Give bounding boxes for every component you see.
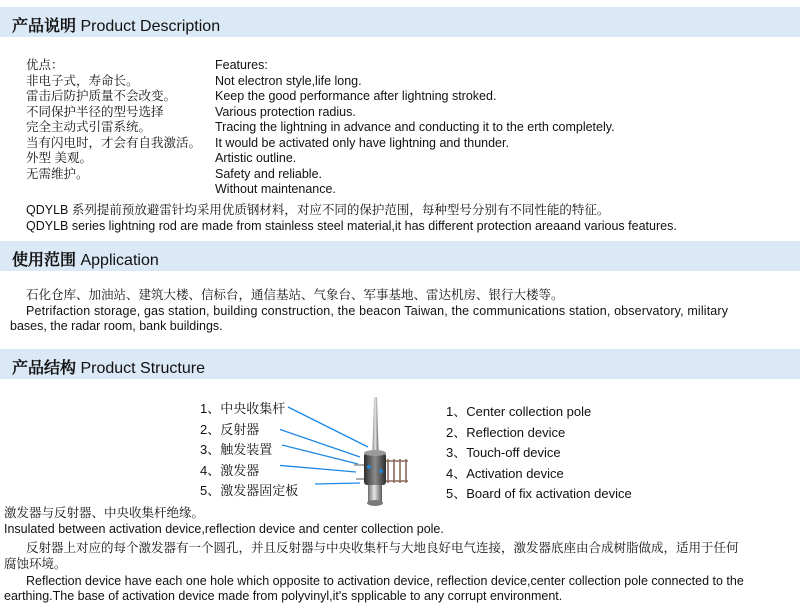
part-en: 2、Reflection device [446, 424, 566, 440]
reflection-device [364, 453, 386, 485]
section-title-en: Product Structure [80, 360, 205, 377]
feature-en: Not electron style,life long. [215, 73, 362, 88]
reflection-cn-line2: 腐蚀环境。 [4, 557, 67, 571]
feature-en: Keep the good performance after lightning stroked. [215, 89, 497, 103]
part-en: 3、Touch-off device [446, 445, 561, 460]
feature-cn: 优点： [26, 58, 64, 72]
features-cn-list [26, 58, 201, 182]
pointer-line-4 [280, 465, 356, 472]
feature-en: Various protection radius. [215, 104, 356, 119]
feature-cn: 雷击后防护质量不会改变。 [26, 89, 177, 103]
feature-cn: 不同保护半径的型号选择 [26, 104, 164, 119]
part-cn: 2、反射器 [200, 421, 260, 437]
reflection-cn-line1: 反射器上对应的每个激发器有一个圆孔，并且反射器与中央收集杆与大地良好电气连接，激发器底座由合成树脂做成，适用于任何 [26, 541, 739, 555]
feature-en: Without maintenance. [215, 182, 336, 196]
application-en-line1: Petrifaction storage, gas station, building construction, the beacon Taiwan, the communications station, observatory, military [26, 304, 729, 318]
section-title-en: Product Description [80, 18, 221, 35]
application-en-line2: bases, the radar room, bank buildings. [10, 319, 223, 333]
feature-en: Features: [215, 58, 268, 72]
feature-cn: 非电子式，寿命长。 [26, 73, 139, 88]
part-en: 1、Center collection pole [446, 404, 592, 419]
feature-cn: 当有闪电时，才会有自我激活。 [26, 135, 202, 150]
pointer-line-3 [282, 445, 358, 464]
feature-en: Tracing the lightning in advance and conducting it to the erth completely. [215, 120, 615, 134]
section-header-application [0, 241, 800, 271]
insulation-cn: 激发器与反射器、中央收集杆绝缘。 [4, 506, 205, 520]
application-cn: 石化仓库、加油站、建筑大楼、信标台，通信基站、气象台、军事基地、雷达机房、银行大楼等。 [26, 288, 564, 302]
feature-en: Safety and reliable. [215, 166, 323, 181]
feature-cn: 外型 美观。 [26, 151, 92, 165]
feature-en: Artistic outline. [215, 151, 297, 165]
reflection-en-line1: Reflection device have each one hole which opposite to activation device, reflection device,center collection pole connected to the [26, 574, 744, 588]
feature-en: It would be activated only have lightning and thunder. [215, 135, 509, 150]
features-en-list [215, 58, 615, 198]
section-title-cn: 产品结构 [12, 360, 77, 377]
part-cn: 1、中央收集杆 [200, 401, 286, 416]
feature-cn: 无需维护。 [26, 166, 89, 181]
pointer-line-2 [280, 426, 360, 457]
section-header-structure [0, 349, 800, 379]
section-title-cn: 产品说明 [12, 18, 77, 35]
pointer-line-5 [315, 483, 360, 484]
insulation-en: Insulated between activation device,reflection device and center collection pole. [4, 522, 444, 536]
pointer-line-1 [288, 407, 368, 447]
description-en: QDYLB series lightning rod are made from stainless steel material,it has different protection areaand various features. [26, 219, 677, 233]
reflection-en-line2: earthing.The base of activation device made from polyvinyl,it's spplicable to any corrupt environment. [4, 589, 563, 603]
part-cn: 5、激发器固定板 [200, 483, 299, 498]
feature-cn: 完全主动式引雷系统。 [26, 120, 152, 134]
section-title-cn: 使用范围 [12, 252, 77, 269]
description-cn: QDYLB 系列提前预放避雷针均采用优质钢材料，对应不同的保护范围，每种型号分别有不同性能的特征。 [26, 203, 610, 217]
parts-en-list [446, 404, 632, 507]
part-cn: 4、激发器 [200, 462, 260, 478]
part-cn: 3、触发装置 [200, 442, 273, 457]
section-title-en: Application [80, 252, 159, 269]
part-en: 4、Activation device [446, 465, 564, 481]
section-header-description [0, 7, 800, 37]
part-en: 5、Board of fix activation device [446, 486, 632, 501]
